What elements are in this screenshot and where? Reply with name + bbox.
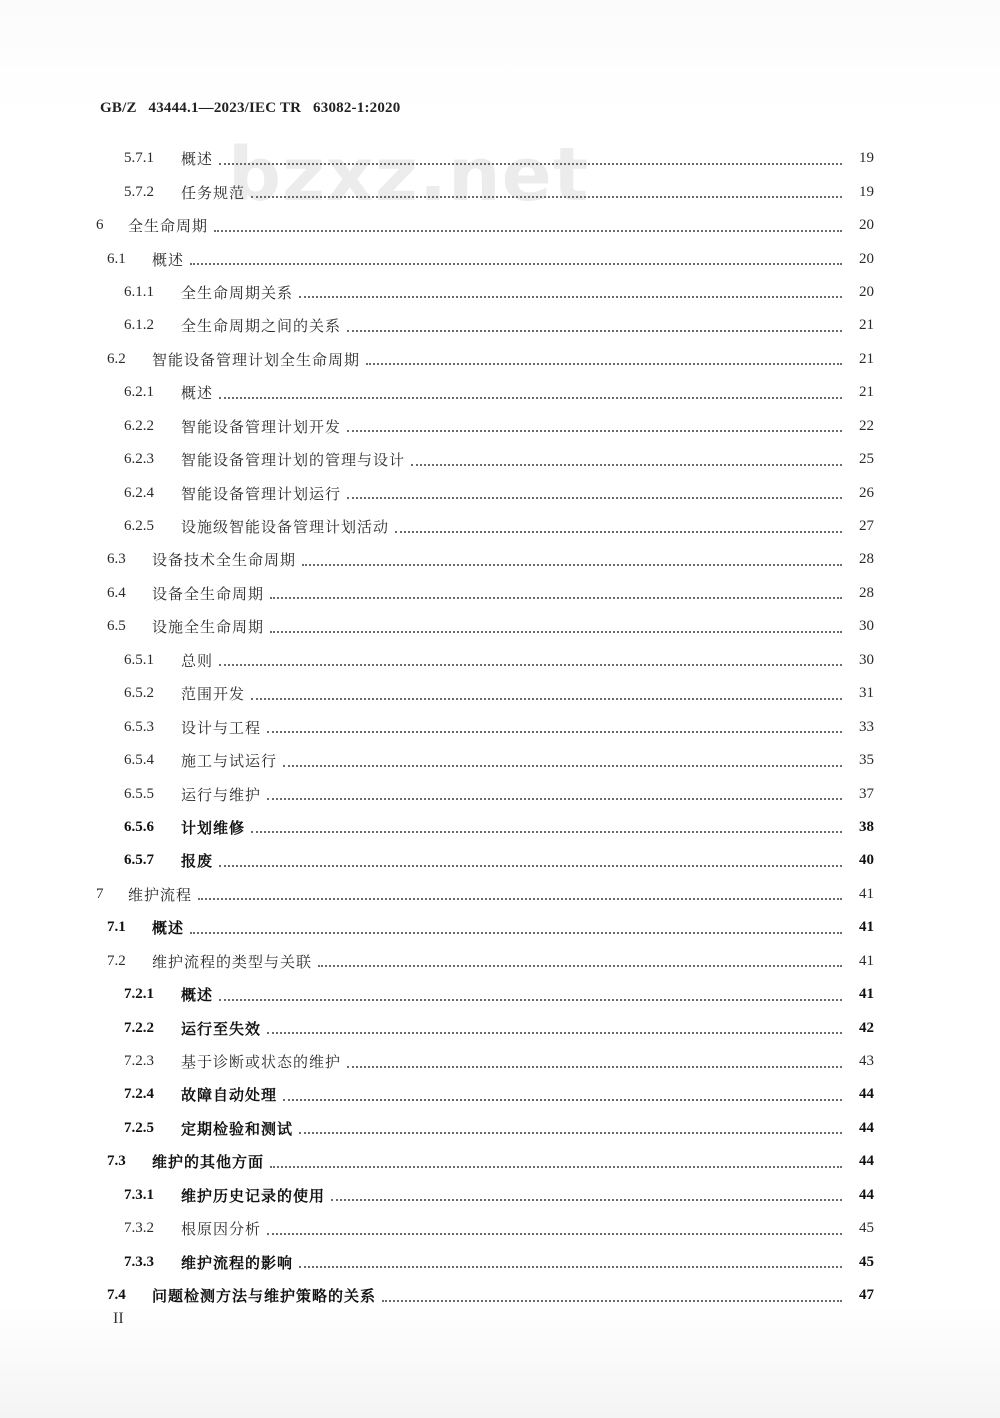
toc-entry-title: 基于诊断或状态的维护 xyxy=(181,1053,342,1072)
toc-entry-page: 41 xyxy=(859,986,874,1003)
toc-entry-number: 6.5.1 xyxy=(124,651,154,668)
toc-dot-leader xyxy=(190,262,842,265)
toc-entry-number: 5.7.1 xyxy=(124,150,154,167)
toc-dot-leader xyxy=(219,864,842,867)
toc-entry-title: 运行与维护 xyxy=(181,785,262,804)
toc-entry[interactable] xyxy=(0,376,1000,409)
toc-entry[interactable] xyxy=(0,309,1000,342)
toc-entry-page: 33 xyxy=(859,718,874,735)
toc-entry-number: 7.2.3 xyxy=(124,1053,154,1070)
toc-entry-page: 41 xyxy=(859,919,874,936)
toc-entry-number: 6.3 xyxy=(107,551,126,568)
toc-entry-title: 智能设备管理计划全生命周期 xyxy=(152,350,361,369)
toc-entry-title: 报废 xyxy=(181,852,214,871)
toc-entry-page: 28 xyxy=(859,584,874,601)
toc-entry-title: 全生命周期关系 xyxy=(181,283,294,302)
toc-entry-number: 6 xyxy=(96,217,104,234)
toc-entry-title: 根原因分析 xyxy=(181,1220,262,1239)
toc-dot-leader xyxy=(251,697,842,700)
toc-entry-number: 6.5 xyxy=(107,618,126,635)
toc-entry[interactable] xyxy=(0,1179,1000,1212)
toc-entry[interactable] xyxy=(0,276,1000,309)
toc-entry-number: 7.2 xyxy=(107,952,126,969)
toc-entry[interactable] xyxy=(0,945,1000,978)
toc-entry[interactable] xyxy=(0,410,1000,443)
toc-entry-page: 40 xyxy=(859,852,874,869)
toc-dot-leader xyxy=(267,730,842,733)
toc-entry-number: 7.3 xyxy=(107,1153,126,1170)
toc-entry-title: 概述 xyxy=(181,384,214,403)
toc-entry-number: 6.5.2 xyxy=(124,685,154,702)
toc-dot-leader xyxy=(411,463,842,466)
toc-entry-number: 7 xyxy=(96,885,104,902)
toc-entry[interactable] xyxy=(0,543,1000,576)
toc-entry-title: 智能设备管理计划运行 xyxy=(181,484,342,503)
toc-entry-title: 施工与试运行 xyxy=(181,752,278,771)
toc-entry-page: 45 xyxy=(859,1220,874,1237)
toc-entry-page: 44 xyxy=(859,1186,874,1203)
toc-entry-number: 7.4 xyxy=(107,1287,126,1304)
toc-entry[interactable] xyxy=(0,1212,1000,1245)
toc-entry-title: 定期检验和测试 xyxy=(181,1119,294,1138)
toc-dot-leader xyxy=(283,1098,842,1101)
toc-entry-page: 20 xyxy=(859,217,874,234)
toc-entry-number: 6.5.4 xyxy=(124,752,154,769)
toc-entry-page: 37 xyxy=(859,785,874,802)
toc-entry-title: 设备全生命周期 xyxy=(152,584,265,603)
toc-entry-page: 42 xyxy=(859,1019,874,1036)
toc-entry-number: 6.2.1 xyxy=(124,384,154,401)
toc-entry-number: 6.5.7 xyxy=(124,852,154,869)
toc-entry-title: 全生命周期 xyxy=(128,217,209,236)
toc-entry-title: 维护流程 xyxy=(128,885,193,904)
toc-entry-title: 范围开发 xyxy=(181,685,246,704)
toc-entry[interactable] xyxy=(0,610,1000,643)
toc-entry-page: 22 xyxy=(859,417,874,434)
toc-entry-number: 6.2.3 xyxy=(124,451,154,468)
toc-entry-page: 21 xyxy=(859,384,874,401)
toc-entry-page: 20 xyxy=(859,283,874,300)
toc-entry[interactable] xyxy=(0,343,1000,376)
toc-entry[interactable] xyxy=(0,744,1000,777)
toc-entry[interactable] xyxy=(0,844,1000,877)
toc-entry[interactable] xyxy=(0,510,1000,543)
toc-entry-number: 6.5.6 xyxy=(124,818,154,835)
toc-entry[interactable] xyxy=(0,911,1000,944)
toc-entry-number: 7.3.2 xyxy=(124,1220,154,1237)
toc-dot-leader xyxy=(251,830,842,833)
toc-entry-page: 27 xyxy=(859,518,874,535)
toc-entry-page: 43 xyxy=(859,1053,874,1070)
toc-dot-leader xyxy=(270,630,842,633)
toc-entry-number: 7.2.1 xyxy=(124,986,154,1003)
toc-dot-leader xyxy=(318,964,842,967)
toc-entry-title: 任务规范 xyxy=(181,183,246,202)
toc-entry-title: 概述 xyxy=(181,150,214,169)
toc-dot-leader xyxy=(299,1131,842,1134)
toc-entry-title: 维护历史记录的使用 xyxy=(181,1186,326,1205)
toc-entry-number: 6.1.2 xyxy=(124,317,154,334)
toc-entry-number: 6.1 xyxy=(107,250,126,267)
toc-entry-number: 7.1 xyxy=(107,919,126,936)
toc-dot-leader xyxy=(219,998,842,1001)
toc-dot-leader xyxy=(366,362,842,365)
toc-dot-leader xyxy=(219,663,842,666)
toc-entry-number: 6.2.4 xyxy=(124,484,154,501)
toc-dot-leader xyxy=(251,195,842,198)
toc-entry-title: 问题检测方法与维护策略的关系 xyxy=(152,1287,377,1306)
toc-dot-leader xyxy=(214,229,842,232)
toc-entry-page: 45 xyxy=(859,1253,874,1270)
toc-entry-page: 28 xyxy=(859,551,874,568)
toc-entry-page: 44 xyxy=(859,1119,874,1136)
page-number-footer: II xyxy=(113,1310,124,1327)
toc-entry[interactable] xyxy=(0,476,1000,509)
toc-entry-number: 7.3.3 xyxy=(124,1253,154,1270)
toc-entry[interactable] xyxy=(0,443,1000,476)
toc-entry[interactable] xyxy=(0,142,1000,175)
toc-entry-page: 19 xyxy=(859,183,874,200)
toc-dot-leader xyxy=(267,1232,842,1235)
toc-dot-leader xyxy=(190,931,842,934)
toc-entry-page: 19 xyxy=(859,150,874,167)
toc-entry-number: 6.2.5 xyxy=(124,518,154,535)
toc-entry[interactable] xyxy=(0,978,1000,1011)
toc-dot-leader xyxy=(270,1165,842,1168)
toc-entry-number: 6.5.3 xyxy=(124,718,154,735)
toc-entry-title: 设施级智能设备管理计划活动 xyxy=(181,518,390,537)
toc-entry-title: 维护的其他方面 xyxy=(152,1153,265,1172)
toc-entry-title: 全生命周期之间的关系 xyxy=(181,317,342,336)
toc-dot-leader xyxy=(198,897,842,900)
toc-entry-number: 7.3.1 xyxy=(124,1186,154,1203)
toc-dot-leader xyxy=(299,295,842,298)
toc-entry-title: 故障自动处理 xyxy=(181,1086,278,1105)
toc-entry-page: 25 xyxy=(859,451,874,468)
toc-entry-page: 30 xyxy=(859,651,874,668)
toc-entry[interactable] xyxy=(0,175,1000,208)
toc-entry-title: 设备技术全生命周期 xyxy=(152,551,297,570)
toc-dot-leader xyxy=(267,1031,842,1034)
toc-entry[interactable] xyxy=(0,677,1000,710)
toc-dot-leader xyxy=(267,797,842,800)
toc-entry-title: 概述 xyxy=(152,250,185,269)
toc-entry-number: 7.2.5 xyxy=(124,1119,154,1136)
toc-entry[interactable] xyxy=(0,777,1000,810)
toc-entry-page: 44 xyxy=(859,1153,874,1170)
table-of-contents xyxy=(0,142,1000,1312)
toc-entry[interactable] xyxy=(0,1279,1000,1312)
toc-entry-number: 5.7.2 xyxy=(124,183,154,200)
toc-entry[interactable] xyxy=(0,1245,1000,1278)
toc-entry-title: 设计与工程 xyxy=(181,718,262,737)
toc-dot-leader xyxy=(283,764,842,767)
toc-entry[interactable] xyxy=(0,1112,1000,1145)
toc-entry-title: 维护流程的类型与关联 xyxy=(152,952,313,971)
toc-entry[interactable] xyxy=(0,242,1000,275)
toc-dot-leader xyxy=(347,1065,842,1068)
toc-entry-page: 35 xyxy=(859,752,874,769)
toc-dot-leader xyxy=(219,396,842,399)
toc-entry-page: 47 xyxy=(859,1287,874,1304)
toc-entry-title: 概述 xyxy=(181,986,214,1005)
toc-entry[interactable] xyxy=(0,1078,1000,1111)
toc-entry-number: 6.5.5 xyxy=(124,785,154,802)
toc-entry[interactable] xyxy=(0,1045,1000,1078)
toc-entry-page: 44 xyxy=(859,1086,874,1103)
toc-entry-title: 维护流程的影响 xyxy=(181,1253,294,1272)
document-header: GB/Z 43444.1—2023/IEC TR 63082-1:2020 xyxy=(100,100,401,116)
toc-dot-leader xyxy=(299,1265,842,1268)
toc-entry[interactable] xyxy=(0,577,1000,610)
toc-entry[interactable] xyxy=(0,644,1000,677)
toc-entry-number: 6.1.1 xyxy=(124,283,154,300)
toc-entry-page: 26 xyxy=(859,484,874,501)
toc-entry-title: 设施全生命周期 xyxy=(152,618,265,637)
toc-entry-number: 6.4 xyxy=(107,584,126,601)
toc-dot-leader xyxy=(270,596,842,599)
toc-entry-page: 21 xyxy=(859,317,874,334)
toc-dot-leader xyxy=(395,530,842,533)
toc-entry-page: 20 xyxy=(859,250,874,267)
toc-entry-number: 7.2.2 xyxy=(124,1019,154,1036)
toc-entry-page: 41 xyxy=(859,952,874,969)
toc-entry-number: 6.2 xyxy=(107,350,126,367)
toc-dot-leader xyxy=(347,496,842,499)
toc-entry-title: 智能设备管理计划开发 xyxy=(181,417,342,436)
toc-entry[interactable] xyxy=(0,1145,1000,1178)
toc-entry-page: 30 xyxy=(859,618,874,635)
toc-entry[interactable] xyxy=(0,209,1000,242)
toc-entry[interactable] xyxy=(0,878,1000,911)
toc-entry[interactable] xyxy=(0,1011,1000,1044)
toc-entry-title: 智能设备管理计划的管理与设计 xyxy=(181,451,406,470)
toc-entry-page: 21 xyxy=(859,350,874,367)
toc-dot-leader xyxy=(331,1198,842,1201)
toc-entry[interactable] xyxy=(0,710,1000,743)
toc-entry-page: 31 xyxy=(859,685,874,702)
toc-entry-page: 41 xyxy=(859,885,874,902)
toc-entry-title: 计划维修 xyxy=(181,818,246,837)
toc-dot-leader xyxy=(382,1299,842,1302)
toc-dot-leader xyxy=(347,329,842,332)
toc-entry[interactable] xyxy=(0,811,1000,844)
toc-dot-leader xyxy=(219,162,842,165)
toc-entry-page: 38 xyxy=(859,818,874,835)
toc-entry-title: 概述 xyxy=(152,919,185,938)
toc-dot-leader xyxy=(302,563,842,566)
toc-entry-title: 总则 xyxy=(181,651,214,670)
toc-dot-leader xyxy=(347,429,842,432)
toc-entry-number: 7.2.4 xyxy=(124,1086,154,1103)
toc-entry-title: 运行至失效 xyxy=(181,1019,262,1038)
toc-entry-number: 6.2.2 xyxy=(124,417,154,434)
